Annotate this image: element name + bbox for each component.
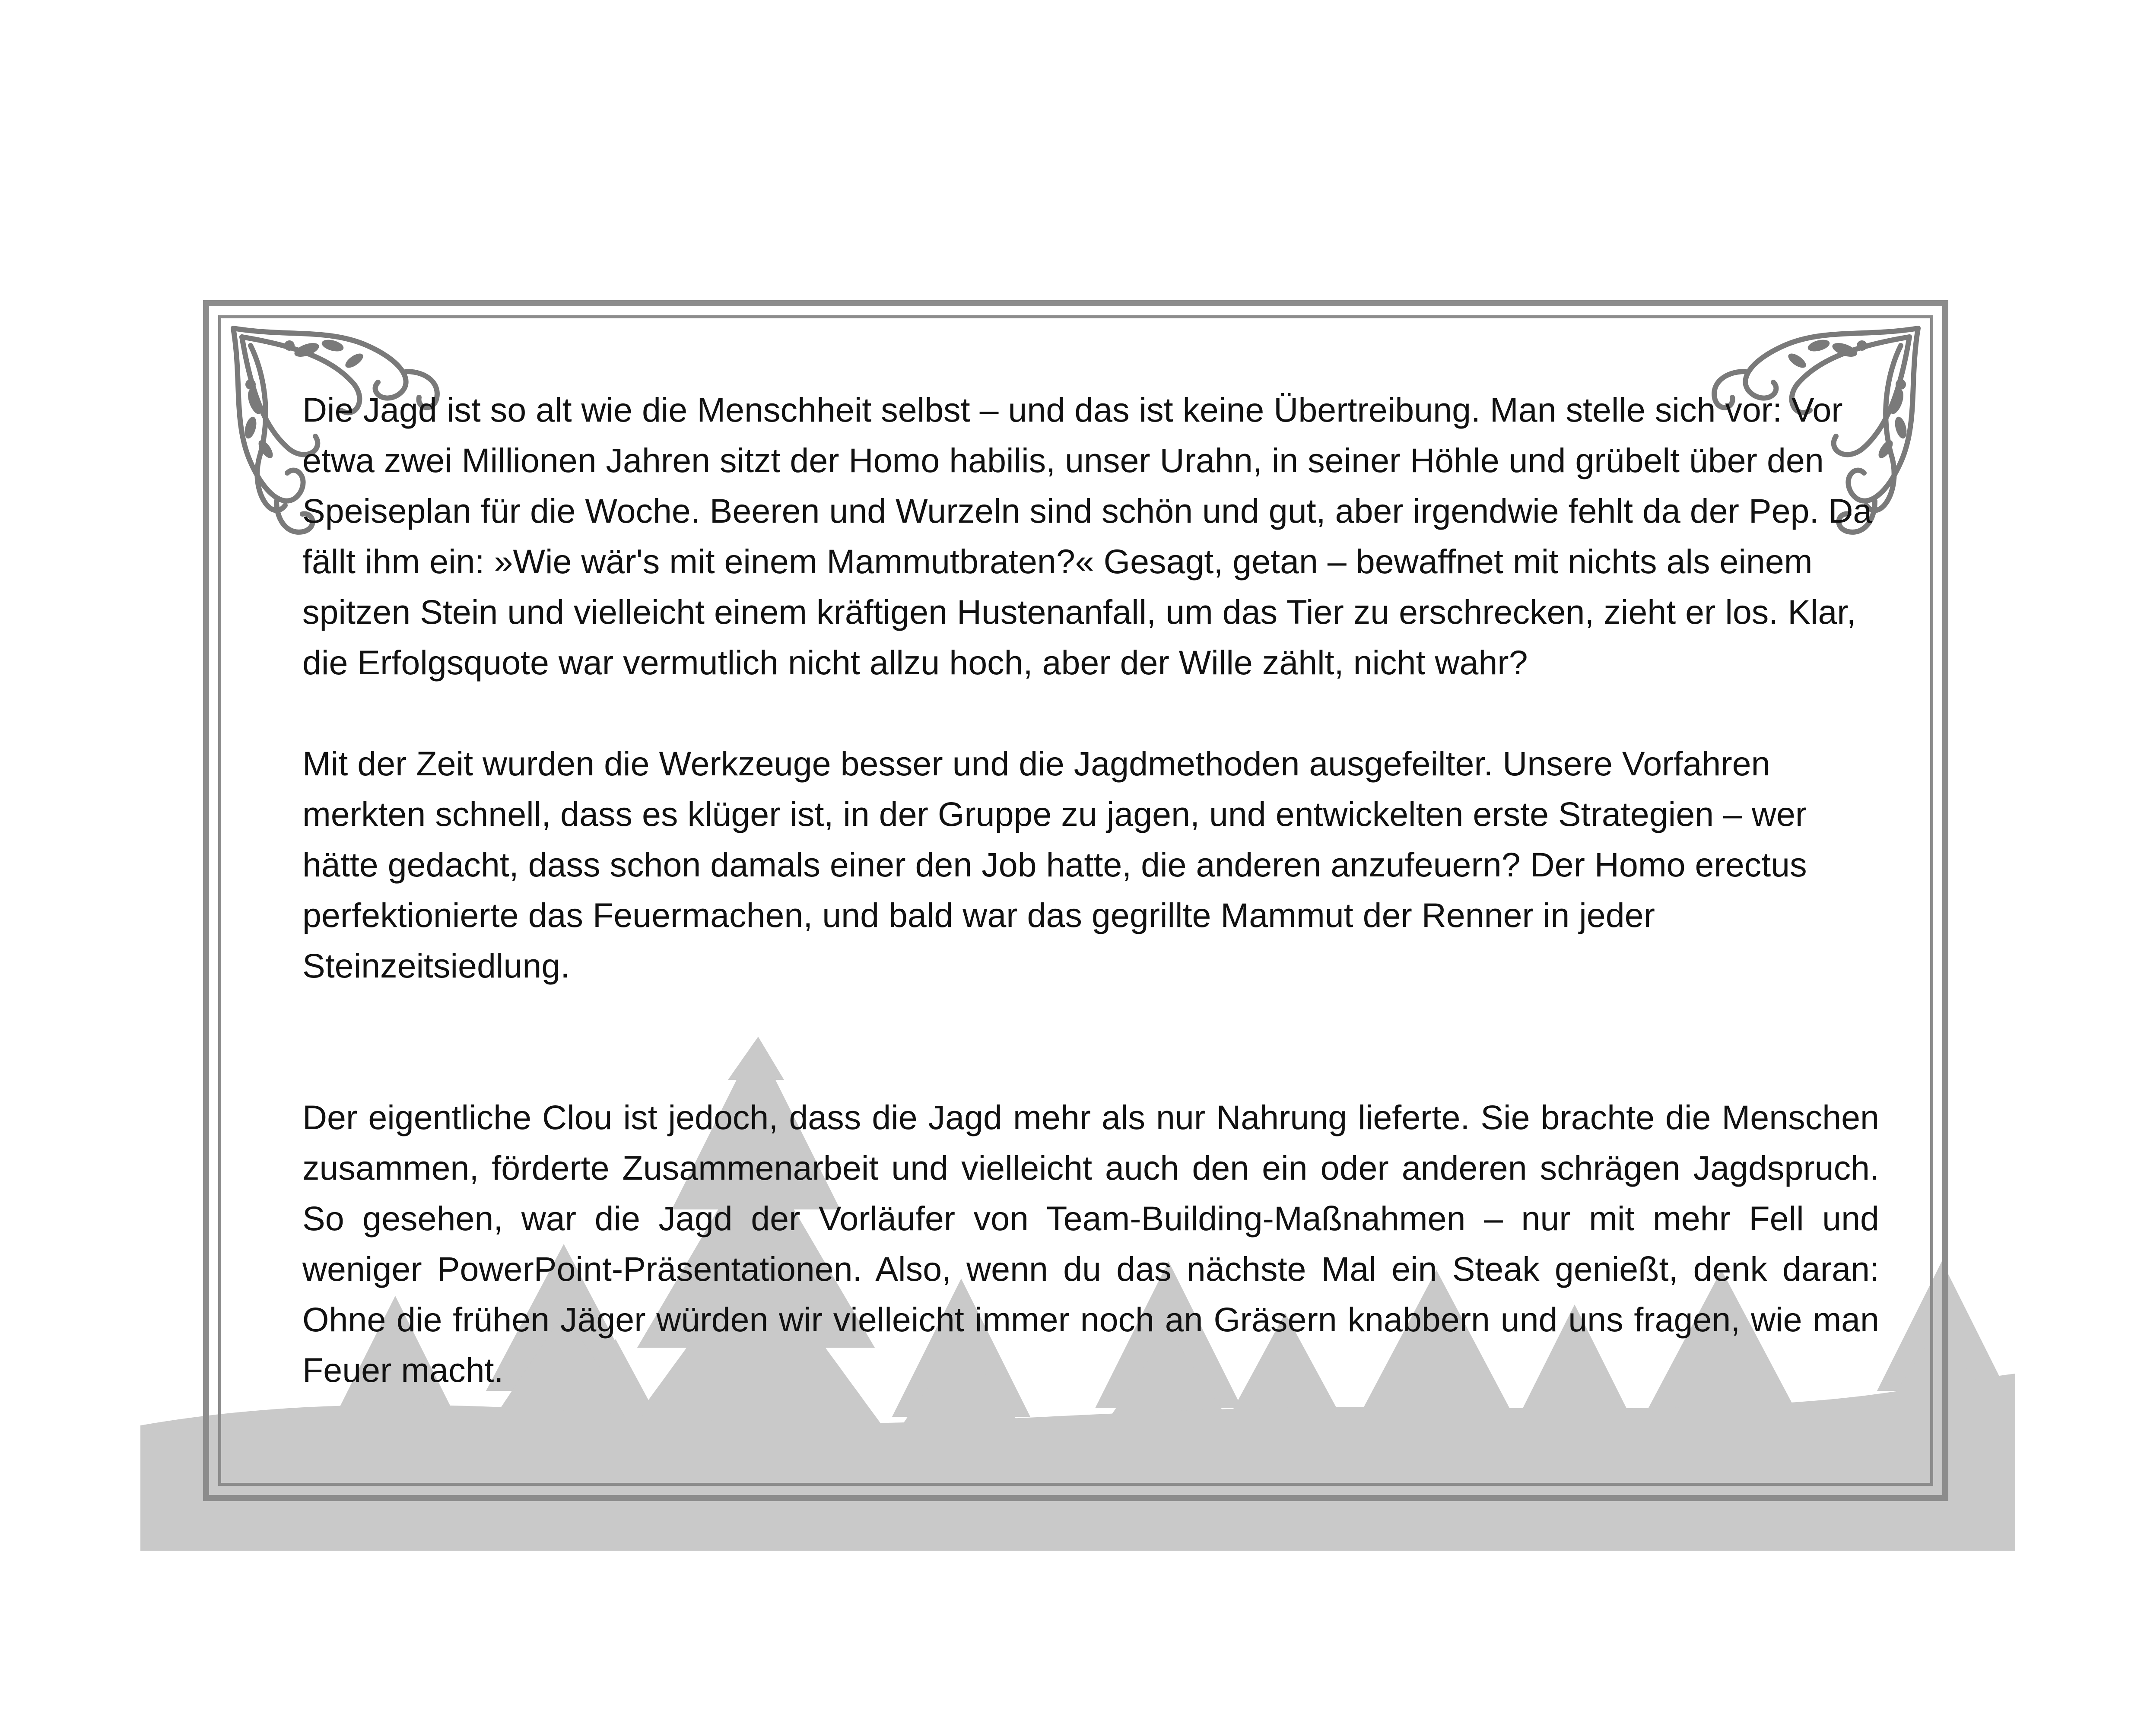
paragraph-1: Die Jagd ist so alt wie die Menschheit selbst – und das ist keine Übertreibung. Man stelle sich vor: Vor etwa zwei Millionen Jahren sitzt der Homo habilis, unser Urahn, in seiner Höhle und grübelt über den Speiseplan für die Woche. Beeren und Wurzeln sind schön und gut, aber irgendwie fehlt da der Pep. Da fällt ihm ein: »Wie wär's mit einem Mammutbraten?« Gesagt, getan – bewaffnet mit nichts als einem spitzen Stein und vielleicht einem kräftigen Hustenanfall, um das Tier zu erschrecken, zieht er los. Klar, die Erfolgsquote war vermutlich nicht allzu hoch, aber der Wille zählt, nicht wahr? [302, 390, 1872, 682]
paragraph-2: Mit der Zeit wurden die Werkzeuge besser und die Jagdmethoden ausgefeilter. Unsere Vorfahren merkten schnell, dass es klüger ist, in der Gruppe zu jagen, und entwickelten erste Strategien – wer hätte gedacht, dass schon damals einer den Job hatte, die anderen anzufeuern? Der Homo erectus perfektionierte das Feuermachen, und bald war das gegrillte Mammut der Renner in jeder Steinzeitsiedlung. [302, 744, 1807, 985]
body-text [302, 384, 1879, 1395]
paragraph-3: Der eigentliche Clou ist jedoch, dass die Jagd mehr als nur Nahrung lieferte. Sie brachte die Menschen zusammen, förderte Zusammenarbeit und vielleicht auch den ein oder anderen schrägen Jagdspruch. So gesehen, war die Jagd der Vorläufer von Team-Building-Maßnahmen – nur mit mehr Fell und weniger PowerPoint-Präsentationen. Also, wenn du das nächste Mal ein Steak genießt, denk daran: Ohne die frühen Jäger würden wir vielleicht immer noch an Gräsern knabbern und uns fragen, wie man Feuer macht. [302, 1098, 1879, 1389]
